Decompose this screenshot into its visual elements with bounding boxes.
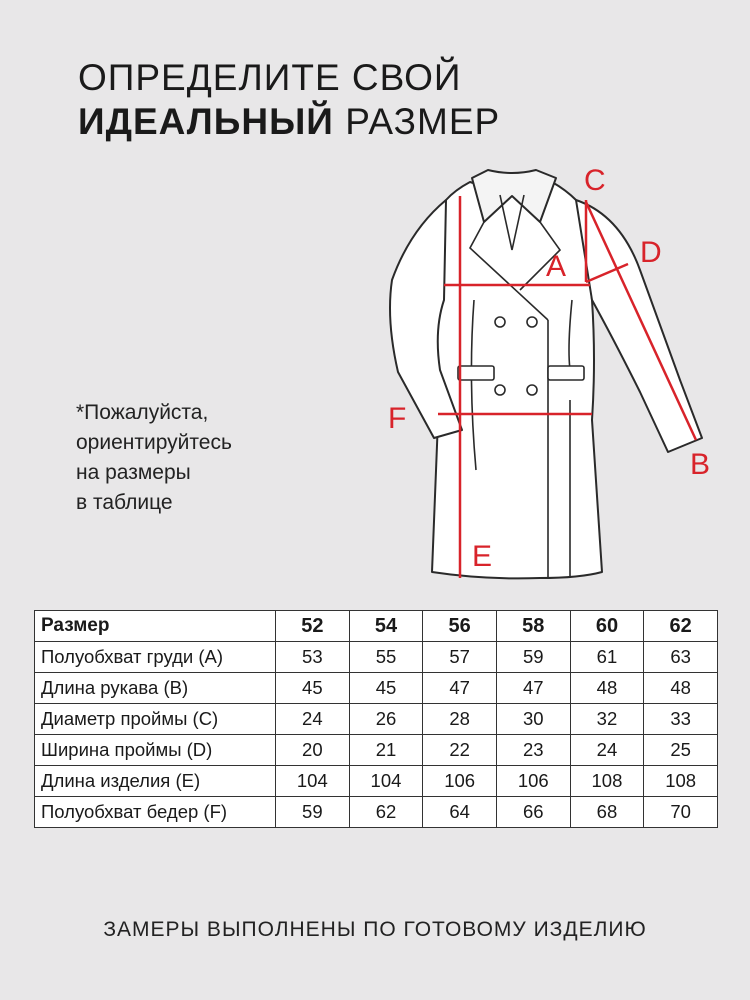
table-cell: 48 bbox=[570, 673, 644, 704]
row-label: Длина рукава (В) bbox=[35, 673, 276, 704]
table-cell: 61 bbox=[570, 642, 644, 673]
label-A: A bbox=[546, 250, 567, 283]
table-cell: 108 bbox=[644, 766, 718, 797]
note-line-4: в таблице bbox=[76, 491, 173, 514]
table-cell: 48 bbox=[644, 673, 718, 704]
table-cell: 25 bbox=[644, 735, 718, 766]
row-label: Длина изделия (Е) bbox=[35, 766, 276, 797]
title-line-2 bbox=[78, 100, 500, 144]
table-cell: 104 bbox=[349, 766, 423, 797]
label-B: B bbox=[690, 448, 711, 481]
coat-measurement-diagram bbox=[375, 160, 720, 590]
button-top-right bbox=[527, 317, 537, 327]
table-cell: 108 bbox=[570, 766, 644, 797]
table-cell: 68 bbox=[570, 797, 644, 828]
table-cell: 24 bbox=[276, 704, 350, 735]
note-line-3: на размеры bbox=[76, 461, 191, 484]
size-table bbox=[34, 610, 718, 828]
table-cell: 55 bbox=[349, 642, 423, 673]
table-row bbox=[35, 735, 718, 766]
table-cell: 32 bbox=[570, 704, 644, 735]
size-header-row bbox=[35, 611, 718, 642]
table-cell: 62 bbox=[349, 797, 423, 828]
button-bottom-right bbox=[527, 385, 537, 395]
table-row bbox=[35, 766, 718, 797]
coat-right-pocket-flap bbox=[548, 366, 584, 380]
table-cell: 104 bbox=[276, 766, 350, 797]
table-cell: 26 bbox=[349, 704, 423, 735]
table-cell: 53 bbox=[276, 642, 350, 673]
table-cell: 64 bbox=[423, 797, 497, 828]
size-header-label: Размер bbox=[35, 611, 276, 642]
table-cell: 30 bbox=[496, 704, 570, 735]
button-bottom-left bbox=[495, 385, 505, 395]
table-cell: 59 bbox=[496, 642, 570, 673]
label-D: D bbox=[640, 236, 662, 269]
label-C: C bbox=[584, 164, 606, 197]
table-cell: 70 bbox=[644, 797, 718, 828]
table-cell: 59 bbox=[276, 797, 350, 828]
table-row bbox=[35, 704, 718, 735]
label-E: E bbox=[472, 540, 493, 573]
page-title bbox=[78, 56, 500, 144]
size-note bbox=[76, 398, 232, 518]
size-58: 58 bbox=[496, 611, 570, 642]
table-cell: 47 bbox=[423, 673, 497, 704]
button-top-left bbox=[495, 317, 505, 327]
row-label: Полуобхват бедер (F) bbox=[35, 797, 276, 828]
size-52: 52 bbox=[276, 611, 350, 642]
title-rest-word: РАЗМЕР bbox=[345, 101, 501, 142]
table-cell: 47 bbox=[496, 673, 570, 704]
table-cell: 106 bbox=[423, 766, 497, 797]
table-cell: 22 bbox=[423, 735, 497, 766]
label-F: F bbox=[388, 402, 407, 435]
table-cell: 20 bbox=[276, 735, 350, 766]
size-54: 54 bbox=[349, 611, 423, 642]
table-cell: 57 bbox=[423, 642, 497, 673]
table-cell: 66 bbox=[496, 797, 570, 828]
title-bold-word: ИДЕАЛЬНЫЙ bbox=[78, 101, 334, 142]
note-line-2: ориентируйтесь bbox=[76, 431, 232, 454]
table-cell: 63 bbox=[644, 642, 718, 673]
table-row bbox=[35, 797, 718, 828]
table-cell: 45 bbox=[276, 673, 350, 704]
table-cell: 23 bbox=[496, 735, 570, 766]
coat-left-pocket-flap bbox=[458, 366, 494, 380]
table-cell: 21 bbox=[349, 735, 423, 766]
title-line-1: ОПРЕДЕЛИТЕ СВОЙ bbox=[78, 57, 462, 98]
size-62: 62 bbox=[644, 611, 718, 642]
table-cell: 33 bbox=[644, 704, 718, 735]
table-row bbox=[35, 642, 718, 673]
table-cell: 45 bbox=[349, 673, 423, 704]
row-label: Диаметр проймы (С) bbox=[35, 704, 276, 735]
note-line-1: *Пожалуйста, bbox=[76, 401, 209, 424]
table-cell: 24 bbox=[570, 735, 644, 766]
table-cell: 106 bbox=[496, 766, 570, 797]
measurement-footer: ЗАМЕРЫ ВЫПОЛНЕНЫ ПО ГОТОВОМУ ИЗДЕЛИЮ bbox=[103, 918, 647, 941]
table-row bbox=[35, 673, 718, 704]
row-label: Ширина проймы (D) bbox=[35, 735, 276, 766]
size-60: 60 bbox=[570, 611, 644, 642]
size-56: 56 bbox=[423, 611, 497, 642]
table-cell: 28 bbox=[423, 704, 497, 735]
row-label: Полуобхват груди (А) bbox=[35, 642, 276, 673]
